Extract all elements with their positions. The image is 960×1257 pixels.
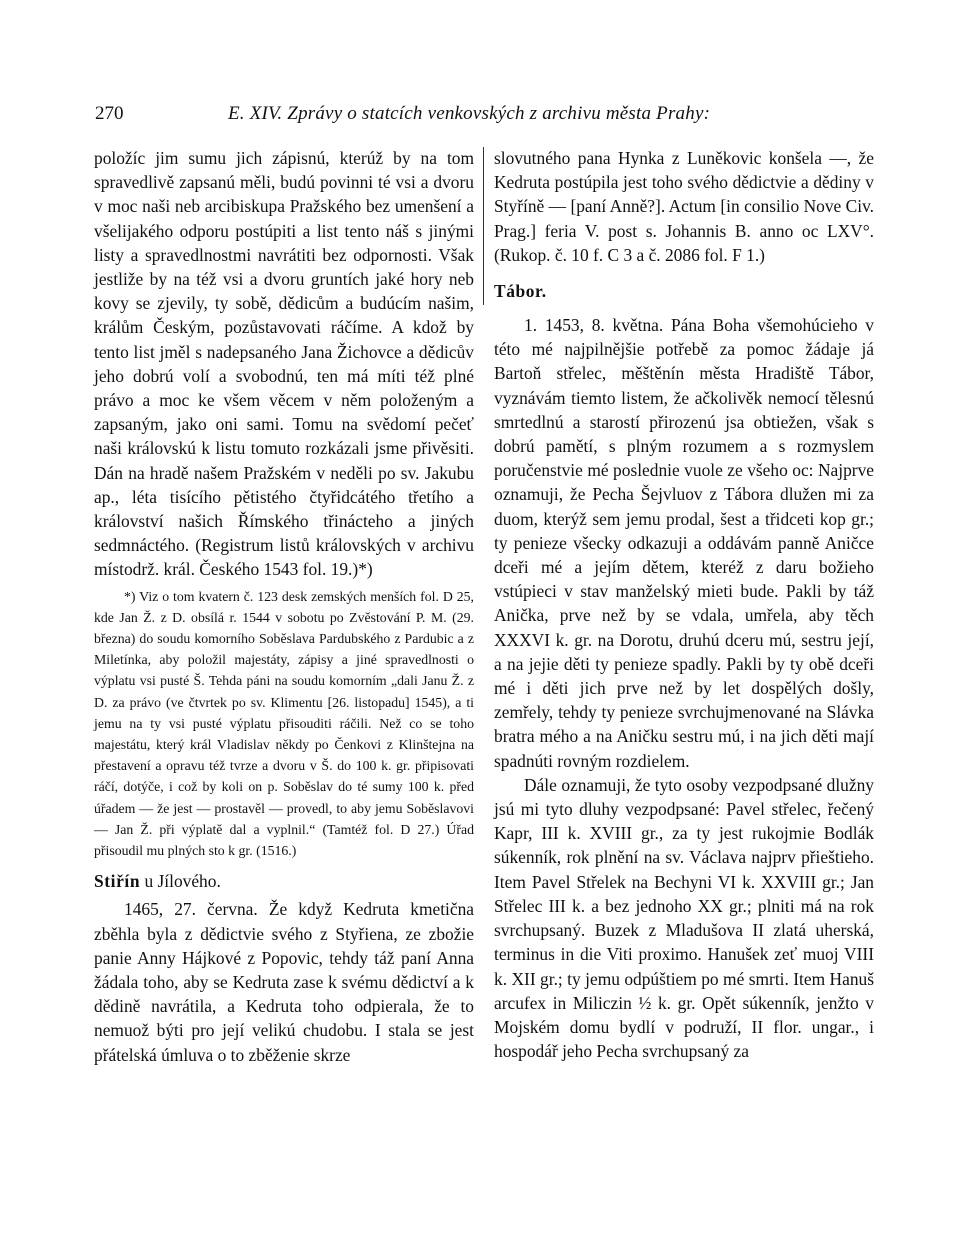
section-heading-tabor <box>494 279 874 303</box>
left-column <box>94 146 474 1067</box>
left-paragraph-2: 1465, 27. června. Že když Kedruta kmetična zběhla byla z dědictvie svého z Styřiena, ze zbožie panie Anny Hájkové z Popovic, tehdy táž paní Anna žádala toho, aby se Kedruta zase k svému dědictví a k dědině navrátila, a Kedruta toho odpierala, že to nemuož býti pro její velikú chudobu. I stala se jest přátelská úmluva o to zběženie skrze <box>94 899 474 1065</box>
column-divider <box>483 147 484 305</box>
page-number: 270 <box>95 103 124 124</box>
left-paragraph-1: položíc jim sumu jich zápisnú, kterúž by na tom spravedlivě zapsanú měli, budú povinni té vsi a dvoru v moc naši neb arcibiskupa Pražského bez umenšení a všelijakého odporu postúpiti a list tento náš s jinými listy a spravedlnostmi navrátiti bez odpornosti. Však jestliže by na též vsi a dvoru gruntích jaké hory neb kovy se zjevily, ty sobě, dědicům a budúcím našim, králům Českým, pozůstavovati ráčíme. A kdož by tento list jměl s nadepsaného Jana Žichovce a dědicův jeho dobrú volí a svobodnú, ten má míti též plné právo a moc ke všem věcem v něm položeným a zapsaným, jako oni sami. Tomu na svědomí pečeť naši královskú k listu tomuto rozkázali jsme přivěsiti. Dán na hradě našem Pražském v neděli po sv. Jakubu ap., léta tisícího pětistého čtyřidcátého třetího a království našich Římského třinácteho a jiných sedmnáctého. (Registrum listů královských v archivu místodrž. král. Českého 1543 fol. 19.)*) <box>94 148 474 580</box>
footnote: *) Viz o tom kvatern č. 123 desk zemských menších fol. D 25, kde Jan Ž. z D. obsílá r. 1544 v sobotu po Zvěstování P. M. (29. března) do soudu komorního Soběslava Pardubského z Pardubic a z Miletínka, aby položil majestáty, zápisy a jiné spravedlnosti o výplatu vsi pusté Š. Tehda páni na soudu komorním „dali Janu Ž. z D. za právo (ve čtvrtek po sv. Klimentu [26. listopadu] 1545), a ti jemu na ty vsi pusté výplatu přisouditi ráčili. Než co se toho majestátu, který král Vladislav někdy po Čenkovi z Klinštejna na přestavení a opravu též tvrze a dvoru v Š. do 100 k. gr. připisovati ráčí, dotýče, i což by koli on p. Soběslav do té sumy 100 k. před úřadem — že jest — prostavěl — provedl, to aby jemu Soběslavovi — Jan Ž. při výplatě dal a vyplnil.“ (Tamtéž fol. D 27.) Úřad přisoudil mu plných sto k gr. (1516.) <box>94 588 474 859</box>
section-place-suffix: u Jílového. <box>140 871 221 892</box>
section-place-name: Stiřín <box>94 871 141 892</box>
right-column <box>494 146 874 1063</box>
running-title: E. XIV. Zprávy o statcích venkovských z archivu města Prahy: <box>228 103 711 124</box>
section-place-name: Tábor. <box>494 281 547 302</box>
right-paragraph-2: 1. 1453, 8. května. Pána Boha všemohúcieho v této mé najpilnějšie potřebě za pomoc žádaje já Bartoň střelec, měštěnín města Hradiště Tábor, vyznávám tiemto listem, že ačkolivěk nemocí tělesnú smrtedlnú a starostí přirozenú jsa obtiežen, však s dobrú pamětí, s plným rozumem a s rozmyslem poručenstvie mé poslednie vuole ze všeho oc: Najprve oznamuji, že Pecha Šejvluov z Tábora dlužen mi za duom, kterýž sem jemu prodal, šest a třidceti kop gr.; ty penieze všecky odkazuji a oddávám panně Aničce dceři mé a jejím dětem, kteréž z daru božieho vstúpieci v stav manželský mieti bude. Pakli by táž Anička, prve než by se vdala, umřela, aby těch XXXVI k. gr. na Dorotu, druhú dceru mú, sestru její, a na jejie děti ty penieze spadly. Pakli by ty obě dceři mé i děti jich prve než by let dospělých došly, zemřely, tehdy ty penieze svrchujmenované na Slávka bratra mého a na Aničku sestru mú, i na jich děti mají spadnúti rovným rozdielem. <box>494 315 874 771</box>
right-paragraph-3: Dále oznamuji, že tyto osoby vezpodpsané dlužny jsú mi tyto dluhy vezpodpsané: Pavel střelec, řečený Kapr, III k. XVIII gr., za ty jest rukojmie Bodlák súkenník, rok plnění na sv. Václava najprv přieštieho. Item Pavel Střelek na Bechyni VI k. XXVIII gr.; Jan Střelec III k. a bez jednoho XX gr.; plniti má na rok svrchupsaný. Buzek z Mladušova II zlatá uherská, terminus in die Viti proximo. Hanušek zeť muoj VIII k. XII gr.; ty jemu odpúštiem po mé smrti. Item Hanuš arcufex in Miliczin ½ k. gr. Opět súkenník, jenžto v Mojském domu bydlí v podruží, II flor. ungar., i hospodář jeho Pecha svrchupsaný za <box>494 774 874 1062</box>
section-heading-stirin <box>94 869 474 893</box>
right-paragraph-1: slovutného pana Hynka z Luněkovic konšela —, že Kedruta postúpila jest toho svého dědictvie a dědiny v Styříně — [paní Anně?]. Actum [in consilio Nove Civ. Prag.] feria V. post s. Johannis B. anno oc LXV°. (Rukop. č. 10 f. C 3 a č. 2086 fol. F 1.) <box>494 148 874 265</box>
page-header <box>95 103 875 133</box>
